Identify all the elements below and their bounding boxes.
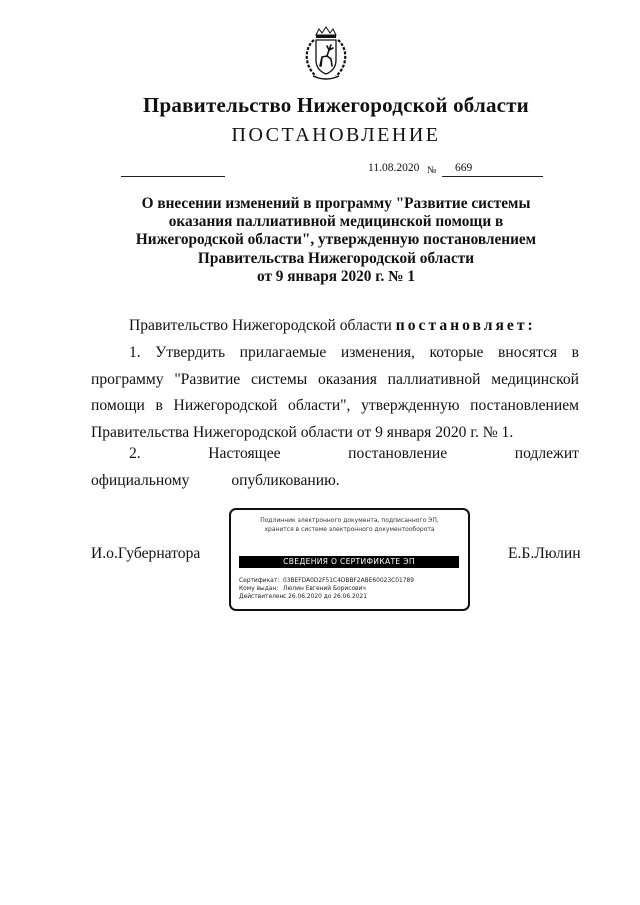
stamp-note [231,517,468,534]
number-sign: № [427,165,437,176]
intro-verb: постановляет: [395,317,536,334]
certificate-value: 03BEFDA0D2F51C4DBBF2ABE60023C01789 [283,578,415,584]
heading-line: Нижегородской области", утвержденную постановлением [135,231,537,249]
certificate-header-band: СВЕДЕНИЯ О СЕРТИФИКАТЕ ЭП [239,556,459,568]
blank-date-line [121,176,225,177]
intro-lead: Правительство Нижегородской области [129,317,396,334]
document-date: 11.08.2020 [368,162,420,174]
document-heading [120,195,552,286]
intro-paragraph [129,313,536,340]
owner-row [239,586,366,592]
owner-value: Люлин Евгений Борисович [283,586,366,592]
stamp-note-line: хранится в системе электронного документооборота [264,525,435,533]
signatory-position: И.о.Губернатора [91,545,201,562]
validity-label: Действителен: [239,594,286,600]
signatory-name: Е.Б.Люлин [508,545,581,562]
paragraph-item-1: 1. Утвердить прилагаемые изменения, которые вносятся в программу "Развитие системы оказания паллиативной медицинской помощи в Нижегородской области", утвержденную постановлением Правительства Нижегородской области от 9 января 2020 г. № 1. [91,344,579,441]
owner-label: Кому выдан: [239,586,279,592]
certificate-row [239,578,414,584]
document-type: ПОСТАНОВЛЕНИЕ [231,124,441,146]
heading-line: О внесении изменений в программу "Развитие системы [141,195,531,212]
item-2-tail: опубликованию. [231,471,340,489]
validity-row [239,594,367,600]
heading-line: от 9 января 2020 г. № 1 [257,267,415,285]
coat-of-arms-icon [300,26,352,82]
validity-value: с 26.06.2020 до 26.06.2021 [283,594,367,600]
heading-line: оказания паллиативной медицинской помощи в [168,213,504,231]
number-underline [442,176,543,177]
electronic-signature-stamp [229,508,470,611]
document-number: 669 [455,162,473,174]
stamp-note-line: Подлинник электронного документа, подписанного ЭП, [260,517,439,524]
heading-line: Правительства Нижегородской области [197,249,475,267]
item-2-words: 2. Настоящее постановление подлежит официальному [91,445,579,489]
certificate-label: Сертификат: [239,578,280,584]
paragraph-item-2 [91,441,579,494]
government-title: Правительство Нижегородской области [143,93,529,117]
